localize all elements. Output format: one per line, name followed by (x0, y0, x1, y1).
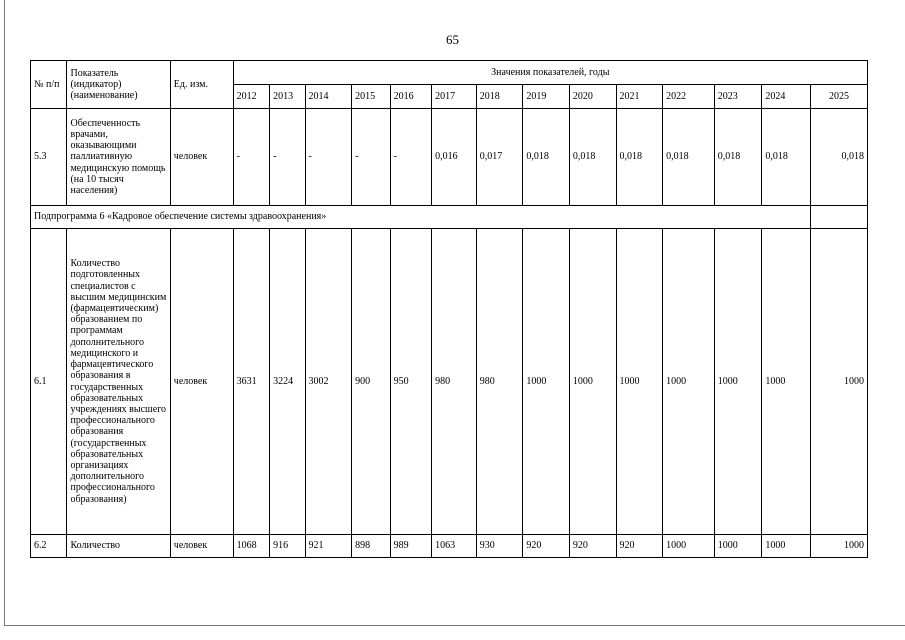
value-cell: 1000 (714, 229, 762, 535)
row-num: 6.1 (31, 229, 67, 535)
year-cell: 2015 (352, 85, 390, 109)
value-cell: 0,018 (616, 109, 663, 206)
page-bottom-edge (4, 625, 905, 626)
row-num: 6.2 (31, 535, 67, 558)
value-cell: 916 (270, 535, 305, 558)
year-cell: 2018 (476, 85, 523, 109)
value-cell: 0,016 (432, 109, 477, 206)
table-row (31, 109, 868, 206)
header-values-title: Значения показателей, годы (233, 61, 867, 85)
value-cell: 920 (569, 535, 616, 558)
row-indicator: Количество подготовленных специалистов с высшим медицинским (фармацевтическим) образованием по программам дополнительного медицинского и фармацевтического образования в государственных образовательных учреждениях высшего профессионального образования (государственных образовательных организациях дополнительного профессионального образования) (67, 229, 170, 535)
value-cell: 1000 (663, 535, 715, 558)
value-cell: 1000 (569, 229, 616, 535)
value-cell: - (352, 109, 390, 206)
value-cell: 980 (476, 229, 523, 535)
value-cell: - (270, 109, 305, 206)
header-indicator: Показатель (индикатор) (наименование) (67, 61, 170, 109)
value-cell: 1000 (714, 535, 762, 558)
table-header-row (31, 61, 868, 85)
value-cell: 3631 (233, 229, 269, 535)
value-cell: 920 (616, 535, 663, 558)
value-cell: 920 (523, 535, 570, 558)
row-unit: человек (170, 229, 233, 535)
table-row (31, 535, 868, 558)
value-cell: 1000 (810, 229, 867, 535)
value-cell: 0,018 (762, 109, 811, 206)
value-cell: 1063 (432, 535, 477, 558)
value-cell: 0,018 (569, 109, 616, 206)
value-cell: 1000 (762, 229, 811, 535)
value-cell: 930 (476, 535, 523, 558)
table-row (31, 229, 868, 535)
value-cell: - (305, 109, 352, 206)
row-unit: человек (170, 109, 233, 206)
value-cell: 0,017 (476, 109, 523, 206)
value-cell: 989 (390, 535, 432, 558)
row-num: 5.3 (31, 109, 67, 206)
value-cell: 1000 (616, 229, 663, 535)
header-unit: Ед. изм. (170, 61, 233, 109)
value-cell: 1000 (523, 229, 570, 535)
value-cell: 980 (432, 229, 477, 535)
year-cell: 2019 (523, 85, 570, 109)
year-cell: 2017 (432, 85, 477, 109)
row-indicator: Количество (67, 535, 170, 558)
year-cell: 2024 (762, 85, 811, 109)
subprogram-empty-cell (810, 206, 867, 229)
page-left-edge (4, 0, 5, 625)
value-cell: 1000 (663, 229, 715, 535)
value-cell: 950 (390, 229, 432, 535)
row-unit: человек (170, 535, 233, 558)
value-cell: 1000 (810, 535, 867, 558)
value-cell: 900 (352, 229, 390, 535)
value-cell: 3002 (305, 229, 352, 535)
value-cell: 1000 (762, 535, 811, 558)
year-cell: 2014 (305, 85, 352, 109)
year-cell: 2020 (569, 85, 616, 109)
value-cell: 1068 (233, 535, 269, 558)
subprogram-row (31, 206, 868, 229)
year-cell: 2023 (714, 85, 762, 109)
value-cell: 3224 (270, 229, 305, 535)
value-cell: - (233, 109, 269, 206)
value-cell: 0,018 (810, 109, 867, 206)
year-cell: 2012 (233, 85, 269, 109)
value-cell: 0,018 (663, 109, 715, 206)
year-cell: 2022 (663, 85, 715, 109)
row-indicator: Обеспеченность врачами, оказывающими паллиативную медицинскую помощь (на 10 тысяч населения) (67, 109, 170, 206)
value-cell: 0,018 (714, 109, 762, 206)
year-cell: 2021 (616, 85, 663, 109)
page-number: 65 (446, 32, 459, 47)
year-cell: 2025 (810, 85, 867, 109)
value-cell: - (390, 109, 432, 206)
indicators-table (30, 60, 868, 558)
header-num: № п/п (31, 61, 67, 109)
value-cell: 0,018 (523, 109, 570, 206)
value-cell: 898 (352, 535, 390, 558)
subprogram-title: Подпрограмма 6 «Кадровое обеспечение системы здравоохранения» (31, 206, 811, 229)
year-cell: 2013 (270, 85, 305, 109)
value-cell: 921 (305, 535, 352, 558)
year-cell: 2016 (390, 85, 432, 109)
